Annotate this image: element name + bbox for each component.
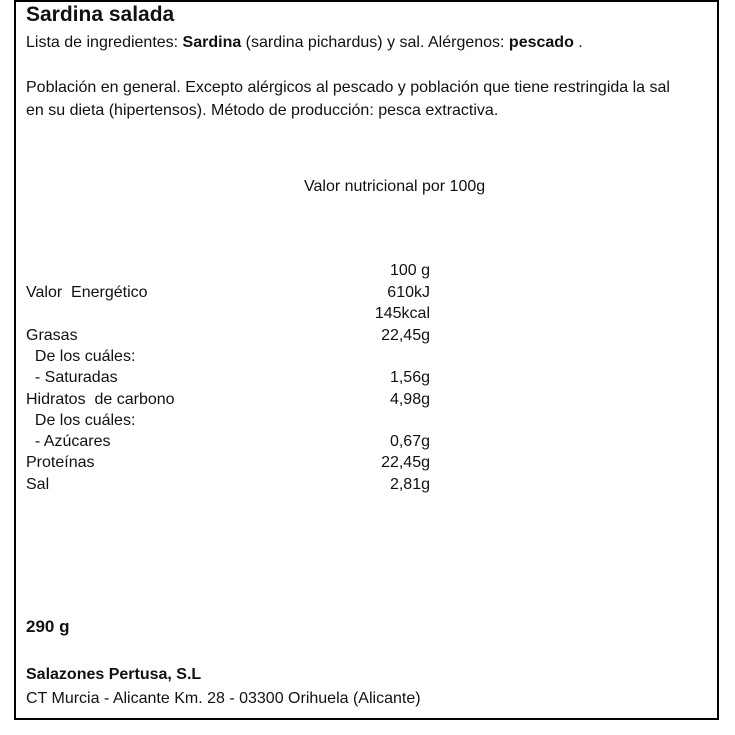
- nutrition-row-label: De los cuáles:: [26, 348, 136, 365]
- ingredients-main: Sardina: [182, 34, 242, 51]
- nutrition-row-label: Sal: [26, 476, 50, 493]
- ingredients-suffix: .: [573, 34, 583, 51]
- nutrition-row-label: Hidratos de carbono: [26, 391, 175, 408]
- nutrition-column-header: 100 g: [389, 262, 430, 279]
- company-address: CT Murcia - Alicante Km. 28 - 03300 Orihuela (Alicante): [26, 690, 421, 707]
- nutrition-row-value: 0,67g: [389, 433, 430, 450]
- description-paragraph: Población en general. Excepto alérgicos al pescado y población que tiene restringida la sal en su dieta (hipertensos). Método de producción: pesca extractiva.: [26, 79, 670, 119]
- ingredients-mid: (sardina pichardus) y sal. Alérgenos:: [241, 34, 509, 51]
- nutrition-row-value: 610kJ: [387, 284, 430, 301]
- product-title: Sardina salada: [26, 3, 175, 26]
- net-weight: 290 g: [26, 617, 70, 636]
- nutrition-row-value: 4,98g: [389, 391, 430, 408]
- nutrition-row-value: 2,81g: [389, 476, 430, 493]
- company-name: Salazones Pertusa, S.L: [26, 666, 202, 683]
- ingredients-prefix: Lista de ingredientes:: [26, 34, 183, 51]
- nutrition-heading: Valor nutricional por 100g: [304, 178, 486, 195]
- nutrition-row-label: - Azúcares: [26, 433, 111, 450]
- nutrition-row-value: 22,45g: [381, 454, 430, 471]
- nutrition-row-label: Valor Energético: [26, 284, 148, 301]
- nutrition-row-label: De los cuáles:: [26, 412, 136, 429]
- ingredients-line: [26, 32, 583, 54]
- nutrition-row-label: Grasas: [26, 327, 78, 344]
- nutrition-row-label: - Saturadas: [26, 369, 118, 386]
- allergen-text: pescado: [508, 34, 574, 51]
- nutrition-row-value: 145kcal: [374, 305, 430, 322]
- nutrition-row-value: 1,56g: [389, 369, 430, 386]
- nutrition-row-value: 22,45g: [381, 327, 430, 344]
- nutrition-row-label: Proteínas: [26, 454, 95, 471]
